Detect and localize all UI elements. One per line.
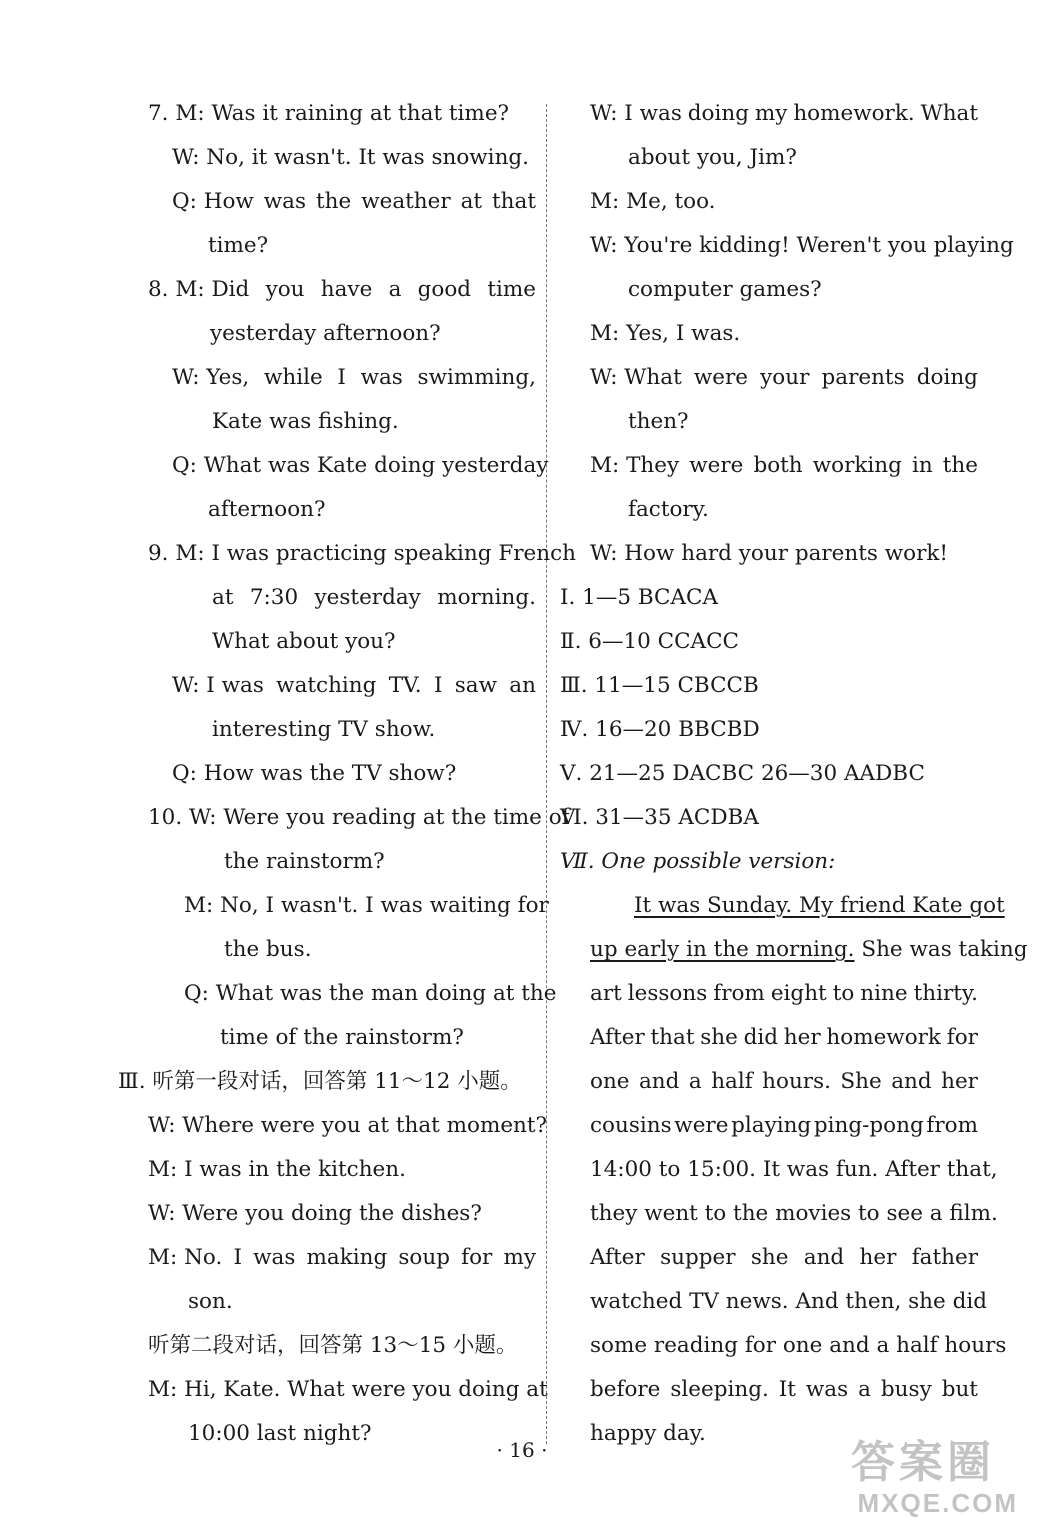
q9-woman: W: I was watching TV. I saw an (172, 673, 536, 698)
answer-i: Ⅰ. 1—5 BCACA (560, 585, 719, 610)
dialog2-line2: W: I was doing my homework. What (590, 101, 978, 126)
q10-man-cont: the bus. (224, 937, 312, 962)
section-iii-heading-1: Ⅲ. 听第一段对话，回答第 11～12 小题。 (118, 1069, 522, 1094)
q9-man-cont2: What about you? (212, 629, 396, 654)
dialog2-line7: M: They were both working in the (590, 453, 978, 478)
q8-question: Q: What was Kate doing yesterday (172, 453, 549, 478)
essay-line11: some reading for one and a half hours (590, 1333, 1007, 1358)
q10-woman: 10. W: Were you reading at the time of (148, 805, 570, 830)
answer-iv: Ⅳ. 16—20 BBCBD (560, 717, 760, 742)
answer-iii: Ⅲ. 11—15 CBCCB (560, 673, 759, 698)
q7-man: 7. M: Was it raining at that time? (148, 101, 510, 126)
section-iii-heading-2: 听第二段对话，回答第 13～15 小题。 (148, 1333, 518, 1358)
essay-line3: art lessons from eight to nine thirty. (590, 981, 978, 1006)
column-divider (546, 104, 547, 1444)
dialog2-line1: M: Hi, Kate. What were you doing at (148, 1377, 548, 1402)
essay-line2 (590, 934, 1028, 966)
essay-line1: It was Sunday. My friend Kate got (634, 893, 1005, 918)
q9-man-cont: at 7:30 yesterday morning. (212, 585, 536, 610)
dialog1-line2: M: I was in the kitchen. (148, 1157, 406, 1182)
q8-question-cont: afternoon? (208, 497, 326, 522)
dialog2-line7-cont: factory. (628, 497, 709, 522)
essay-line9: After supper she and her father (590, 1245, 978, 1270)
dialog2-line4: W: You're kidding! Weren't you playing (590, 233, 1014, 258)
q8-man-cont: yesterday afternoon? (210, 321, 441, 346)
q8-woman-cont: Kate was fishing. (212, 409, 399, 434)
answer-vi: Ⅵ. 31—35 ACDBA (560, 805, 759, 830)
essay-line7: 14:00 to 15:00. It was fun. After that, (590, 1157, 998, 1182)
essay-line5: one and a half hours. She and her (590, 1069, 978, 1094)
q10-question: Q: What was the man doing at the (184, 981, 557, 1006)
q7-woman: W: No, it wasn't. It was snowing. (172, 145, 530, 170)
q10-man: M: No, I wasn't. I was waiting for (184, 893, 549, 918)
dialog2-line3: M: Me, too. (590, 189, 716, 214)
essay-line12: before sleeping. It was a busy but (590, 1377, 978, 1402)
dialog1-line4: M: No. I was making soup for my (148, 1245, 536, 1270)
q8-man: 8. M: Did you have a good time (148, 277, 536, 302)
watermark-top: 答案圈 (851, 1438, 995, 1487)
dialog2-line1-cont: 10:00 last night? (188, 1421, 372, 1446)
dialog2-line6-cont: then? (628, 409, 689, 434)
q9-woman-cont: interesting TV show. (212, 717, 436, 742)
essay-line6: cousins were playing ping-pong from (590, 1113, 978, 1138)
q7-question: Q: How was the weather at that (172, 189, 536, 214)
q10-question-cont: time of the rainstorm? (220, 1025, 464, 1050)
answer-ii: Ⅱ. 6—10 CCACC (560, 629, 739, 654)
dialog2-line5: M: Yes, I was. (590, 321, 741, 346)
essay-line4: After that she did her homework for (590, 1025, 978, 1050)
essay-line2-underlined: up early in the morning. (590, 937, 855, 962)
watermark-logo (851, 1438, 1026, 1528)
watermark-bottom: MXQE.COM (857, 1488, 1018, 1518)
q10-woman-cont: the rainstorm? (224, 849, 385, 874)
answer-vii-heading: Ⅶ. One possible version: (560, 849, 836, 874)
dialog1-line1: W: Where were you at that moment? (148, 1113, 548, 1138)
q8-woman: W: Yes, while I was swimming, (172, 365, 536, 390)
page-number: · 16 · (496, 1438, 548, 1462)
q9-man: 9. M: I was practicing speaking French (148, 541, 576, 566)
dialog2-line2-cont: about you, Jim? (628, 145, 797, 170)
dialog1-line3: W: Were you doing the dishes? (148, 1201, 482, 1226)
essay-line8: they went to the movies to see a film. (590, 1201, 998, 1226)
essay-line2-rest: She was taking (854, 937, 1028, 962)
q7-question-cont: time? (208, 233, 269, 258)
dialog2-line4-cont: computer games? (628, 277, 822, 302)
answer-v: Ⅴ. 21—25 DACBC 26—30 AADBC (560, 761, 925, 786)
essay-line10: watched TV news. And then, she did (590, 1289, 987, 1314)
dialog2-line8: W: How hard your parents work! (590, 541, 949, 566)
q9-question: Q: How was the TV show? (172, 761, 457, 786)
dialog2-line6: W: What were your parents doing (590, 365, 978, 390)
dialog1-line4-cont: son. (188, 1289, 233, 1314)
essay-line13: happy day. (590, 1421, 706, 1446)
